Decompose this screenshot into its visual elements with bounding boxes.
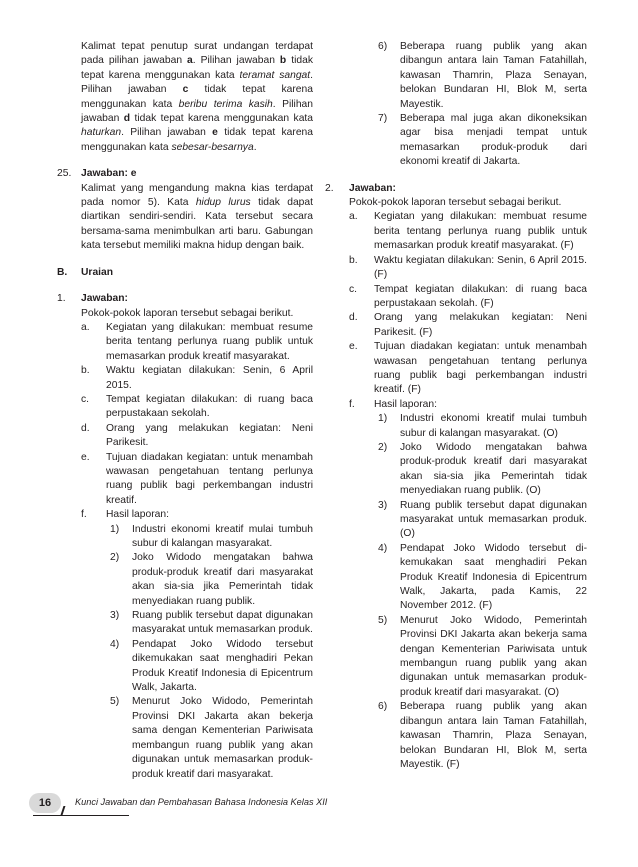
item-text: Hasil laporan: (374, 398, 437, 410)
list-item (81, 321, 313, 364)
text-run: Kalimat yang mengandung makna kias terdapat pada nomor 5). Kata (81, 182, 313, 209)
continued-sub-item-list (374, 40, 587, 170)
item-text: Menurut Joko Widodo, Pemerintah Provinsi DKI Jakarta akan bekerja sama dengan Kementerian Pariwisata untuk membangun ruang publik yang akan digunakan untuk memasarkan produk-produk kreatif dari masyarakat. (O) (400, 614, 587, 698)
item-marker: 7) (378, 113, 388, 125)
list-item (349, 254, 587, 283)
text-run: c (182, 84, 189, 96)
item-text: Beberapa mal juga akan dikoneksikan agar bisa menjadi tempat untuk memasarkan produk-produk dari ekonomi kreatif di Jakarta. (400, 113, 587, 168)
text-run: hidup lurus (195, 197, 251, 209)
text-run: beribu terima kasih (178, 98, 273, 110)
item-marker: 4) (378, 542, 388, 554)
left-column (57, 40, 313, 782)
sub-item-container (81, 523, 313, 782)
item-text: Pendapat Joko Widodo tersebut dikemukakan saat menghadiri Pekan Produk Kreatif Indonesia di Epicentrum Walk, Jakarta. (132, 638, 313, 694)
sub-item-container (349, 412, 587, 772)
list-item (349, 210, 587, 253)
answer-heading: Jawaban: e (81, 168, 137, 180)
item-text: Waktu kegiatan dilakukan: Senin, 6 April 2015. (F) (374, 254, 587, 281)
text-run: . (253, 141, 257, 153)
text-run: . Pilihan jawaban (81, 98, 313, 125)
text-run: . Pilihan jawaban (121, 127, 213, 139)
item-text: Waktu kegiatan dilakukan: Senin, 6 April 2015. (106, 365, 313, 391)
intro-paragraph (81, 40, 313, 155)
item-text: Beberapa ruang publik yang akan dibangun antara lain Taman Fatahillah, kawasan Thamrin, Plaza Senayan, belokan Bundaran HI, Blok M, serta Mayestik. (400, 41, 587, 110)
answer-item-list (349, 210, 587, 412)
text-run: tidak dapat diartikan sendiri-sendiri. Kata tersebut secara bersama-sama menimbulkan arti baru. Gabungan kata tersebut memiliki makna hidup dengan baik. (81, 197, 313, 252)
item-marker: f. (81, 509, 87, 521)
item-text: Tempat kegiatan dilakukan: di ruang baca perpustakaan sekolah. (106, 393, 313, 420)
item-text: Orang yang melakukan kegiatan: Neni Parikesit. (F) (374, 312, 587, 338)
sub-list-item (374, 700, 587, 772)
text-run: e (212, 127, 218, 139)
item-marker: c. (81, 393, 90, 405)
item-marker: c. (349, 283, 358, 295)
answer-item-list (81, 321, 313, 523)
item-marker: 1) (110, 523, 120, 535)
item-marker: e. (349, 341, 358, 353)
right-column (325, 40, 587, 772)
list-item (81, 364, 313, 393)
footer-rule (33, 815, 129, 816)
text-run: tidak tepat karena menggunakan kata (81, 84, 313, 110)
item-marker: 1) (378, 413, 388, 425)
item-marker: 5) (110, 696, 120, 708)
text-run: sebesar-besarnya (171, 141, 254, 153)
item-text: Tujuan diadakan kegiatan: untuk menambah wawasan pengetahuan tentang perlunya ruang publik bagi perkembangan industri kreatif. (106, 451, 313, 506)
item-marker: 6) (378, 41, 388, 52)
item-marker: f. (349, 398, 355, 410)
item-marker: d. (349, 312, 358, 324)
item-text: Kegiatan yang dilakukan: membuat resume berita tentang perlunya ruang publik untuk memasarkan produk kreatif masyarakat. (F) (374, 211, 587, 252)
sub-list-item (106, 551, 313, 609)
continued-list-container (325, 40, 587, 170)
item-text: Orang yang melakukan kegiatan: Neni Parikesit. (106, 422, 313, 449)
item-text: Hasil laporan: (106, 509, 169, 521)
question-number: 2. (325, 182, 334, 194)
item-marker: 2) (110, 552, 120, 564)
item-text: Tujuan diadakan kegiatan: untuk menambah wawasan pengetahuan tentang perlunya ruang publik bagi perkembangan industri kreatif. (F) (374, 341, 587, 396)
item-text: Ruang publik tersebut dapat digunakan masyarakat untuk memasarkan produk. (132, 610, 313, 636)
list-item (81, 393, 313, 422)
sub-list-item (106, 523, 313, 552)
item-marker: 5) (378, 614, 388, 626)
item-marker: e. (81, 451, 90, 463)
sub-list-item (374, 499, 587, 542)
sub-list-item (374, 542, 587, 614)
sub-list-item (374, 614, 587, 700)
text-run: haturkan (81, 127, 122, 139)
text-run: tidak tepat karena menggunakan kata (81, 55, 313, 81)
list-item (81, 422, 313, 451)
text-run: a (187, 55, 193, 67)
answer-lead: Pokok-pokok laporan tersebut sebagai berikut. (349, 197, 562, 209)
item-marker: b. (81, 365, 90, 377)
sub-list-item (374, 412, 587, 441)
item-text: Pendapat Joko Widodo tersebut di-kemukakan saat menghadiri Pekan Produk Kreatif Indonesia di Epicentrum Walk, Jakarta, pada Kamis, 22 November 2012. (F) (400, 542, 587, 612)
question-number: 25. (57, 168, 72, 180)
text-run: tidak tepat karena menggunakan kata (81, 127, 313, 153)
item-marker: 3) (110, 610, 120, 622)
item-marker: a. (349, 211, 358, 223)
text-run: Kalimat tepat penutup surat undangan terdapat pada pilihan jawaban (81, 41, 313, 67)
list-item (81, 451, 313, 509)
list-item (81, 508, 313, 522)
question-1 (57, 292, 313, 782)
text-run: . Pilihan jawaban (192, 55, 280, 67)
list-item (349, 398, 587, 412)
sub-list-item (106, 695, 313, 781)
text-run: tidak tepat karena menggunakan kata (130, 113, 314, 125)
item-marker: 6) (378, 701, 388, 713)
question-number: 1. (57, 293, 66, 305)
sub-list-item (106, 638, 313, 696)
list-item (349, 340, 587, 398)
page-footer (29, 793, 429, 815)
text-run: teramat sangat (239, 69, 311, 81)
section-title: Uraian (81, 266, 114, 278)
page-tick-mark (61, 806, 71, 815)
text-run: . Pilihan jawaban (81, 69, 314, 96)
footer-title: Kunci Jawaban dan Pembahasan Bahasa Indonesia Kelas XII (75, 797, 328, 807)
answer-heading: Jawaban: (81, 293, 128, 305)
item-text: Ruang publik tersebut dapat digunakan masyarakat untuk memasarkan produk. (O) (400, 499, 587, 540)
sub-list-item (106, 609, 313, 638)
sub-item-list (106, 523, 313, 782)
item-text: Joko Widodo mengatakan bahwa produk-produk kreatif dari masyarakat akan sia-sia jika Pemerintah tidak menyediakan ruang publik. (132, 552, 313, 607)
sub-list-item (374, 441, 587, 499)
item-marker: 4) (110, 638, 120, 650)
item-marker: b. (349, 254, 358, 266)
item-marker: 3) (378, 499, 388, 511)
sub-list-item (374, 112, 587, 170)
list-item (349, 283, 587, 312)
item-text: Industri ekonomi kreatif mulai tumbuh subur di kalangan masyarakat. (O) (400, 413, 587, 439)
list-item (349, 311, 587, 340)
item-text: Joko Widodo mengatakan bahwa produk-produk kreatif dari masyarakat akan sia-sia jika Pemerintah tidak menyediakan ruang publik. (O) (400, 441, 587, 497)
answer-lead: Pokok-pokok laporan tersebut sebagai berikut. (81, 307, 294, 319)
item-text: Beberapa ruang publik yang akan dibangun antara lain Taman Fatahillah, kawasan Thamrin, Plaza Senayan, belokan Bundaran HI, Blok M, serta Mayestik. (F) (400, 701, 587, 770)
item-marker: d. (81, 422, 90, 434)
item-text: Industri ekonomi kreatif mulai tumbuh subur di kalangan masyarakat. (132, 523, 313, 549)
item-text: Kegiatan yang dilakukan: membuat resume berita tentang perlunya ruang publik untuk memasarkan produk kreatif masyarakat. (106, 321, 313, 362)
answer-heading: Jawaban: (349, 182, 396, 194)
item-text: Tempat kegiatan dilakukan: di ruang baca perpustakaan sekolah. (F) (374, 283, 587, 309)
section-heading (57, 266, 313, 280)
item-marker: 2) (378, 441, 388, 453)
item-marker: a. (81, 321, 90, 333)
text-run: b (279, 55, 287, 67)
sub-item-list (374, 412, 587, 772)
text-run: d (123, 113, 131, 125)
question-2 (325, 182, 587, 773)
sub-list-item (374, 40, 587, 112)
section-letter: B. (57, 266, 68, 278)
answer-explanation (81, 182, 313, 254)
question-25 (57, 167, 313, 253)
page-number: 16 (29, 793, 61, 813)
item-text: Menurut Joko Widodo, Pemerintah Provinsi DKI Jakarta akan bekerja sama dengan Kementerian Pariwisata membangun ruang publik yang akan digunakan untuk memasarkan produk-produk kreatif dari masyarakat. (132, 696, 313, 780)
